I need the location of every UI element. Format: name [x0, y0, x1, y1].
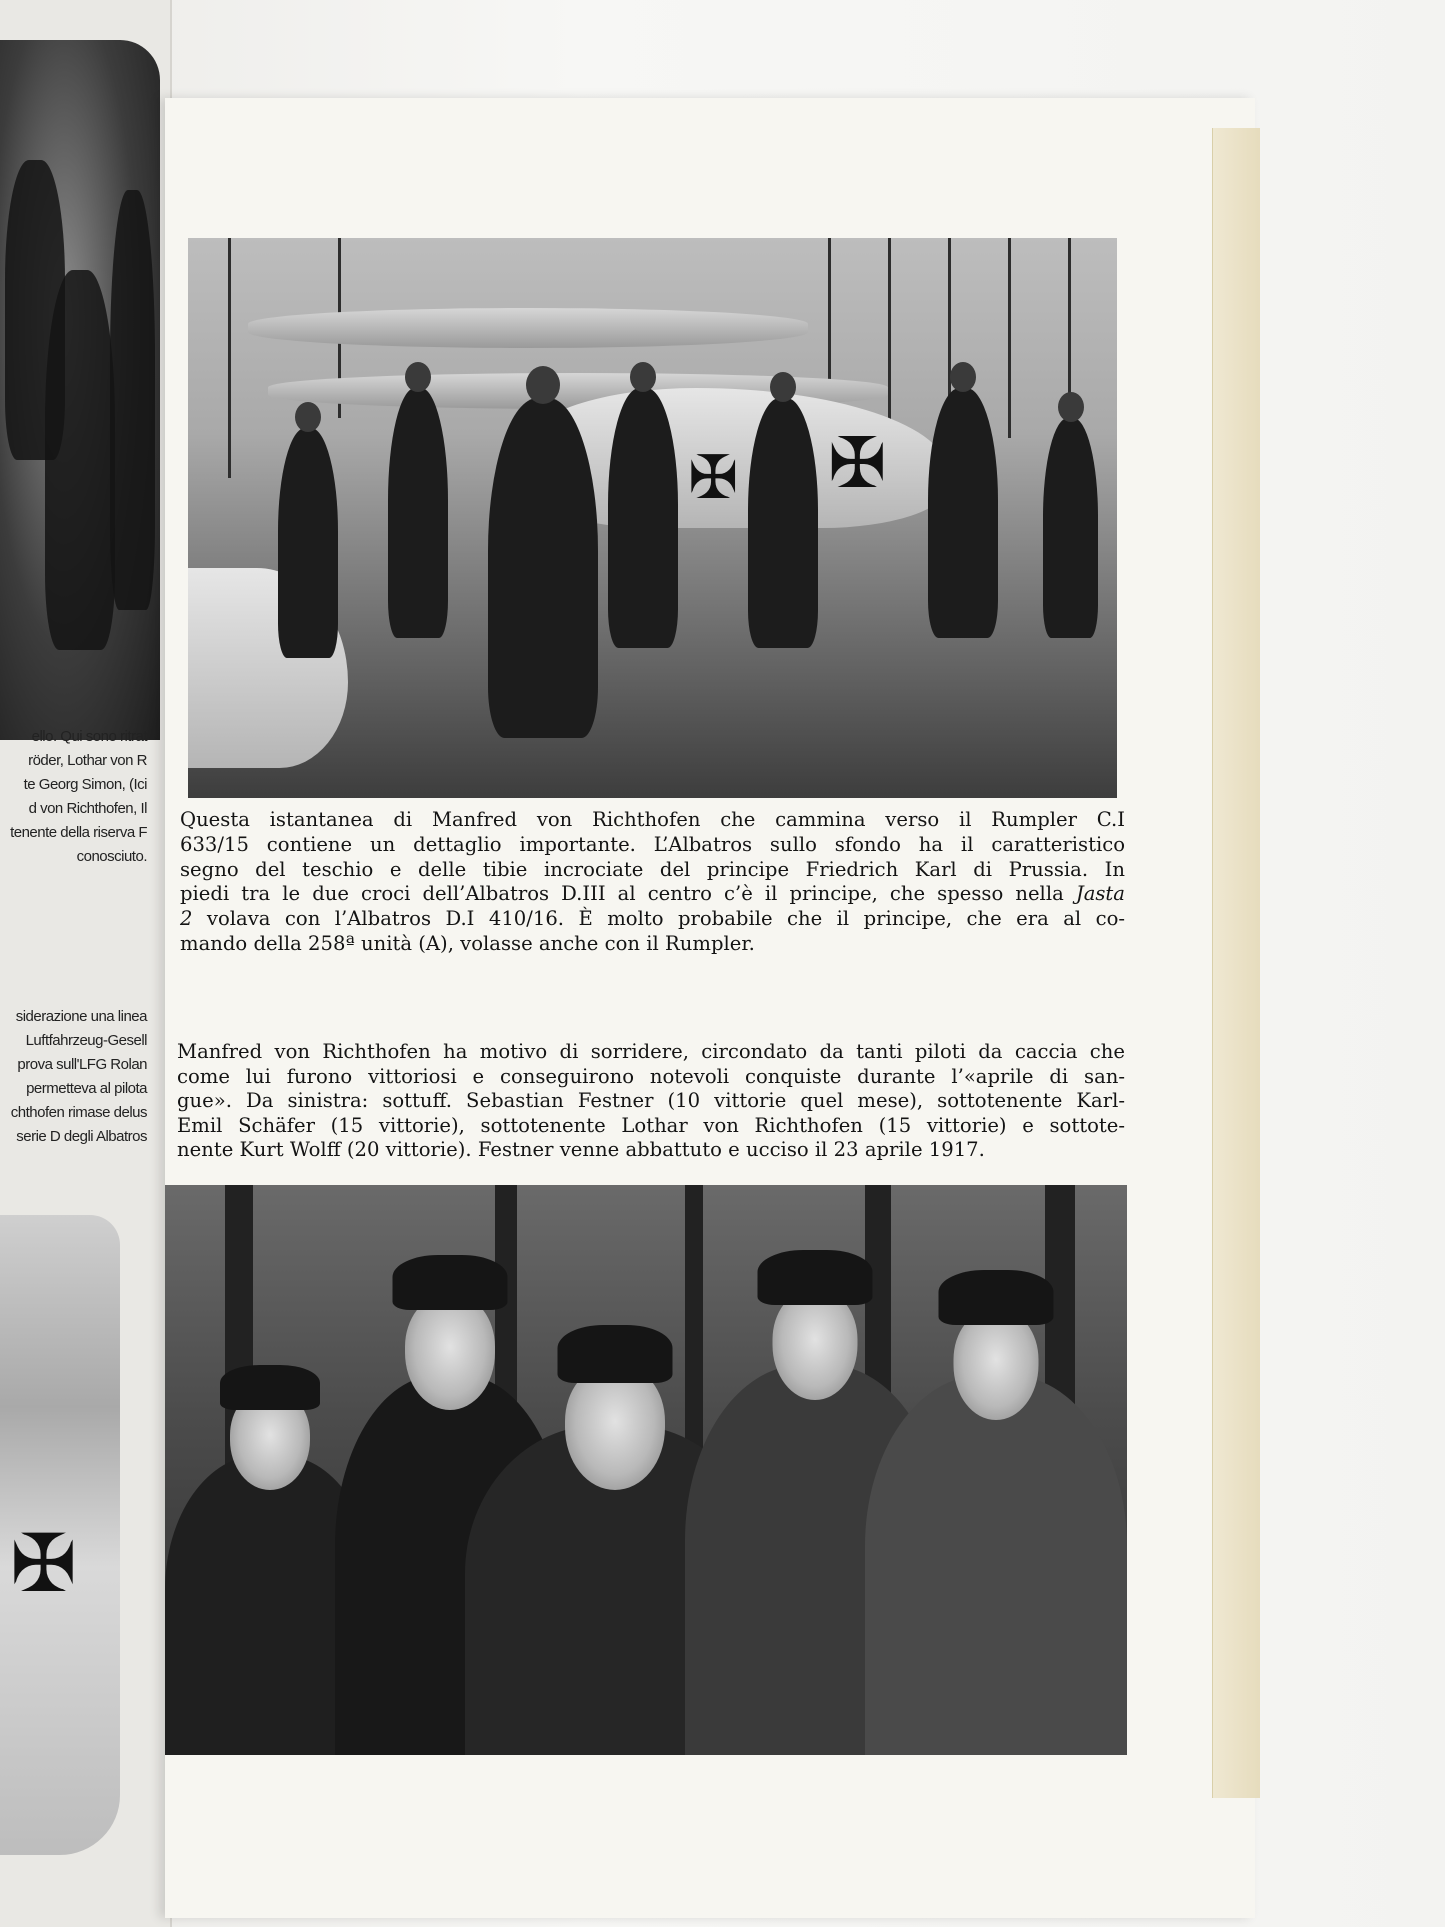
caption-line — [180, 882, 1125, 907]
jasta-term: 2 — [180, 907, 193, 931]
iron-cross-icon: ✠ — [828, 422, 887, 504]
caption-line: Emil Schäfer (15 vittorie), sottotenente Lothar von Richthofen (15 vittorie) e sottote- — [177, 1113, 1125, 1137]
caption-line: gue». Da sinistra: sottuff. Sebastian Festner (10 vittorie quel mese), sottotenente Karl- — [177, 1089, 1125, 1113]
caption-top — [180, 808, 1125, 957]
caption-line: mando della 258ª unità (A), volasse anche con il Rumpler. — [180, 931, 755, 955]
previous-page-line: röder, Lothar von R — [28, 752, 147, 769]
previous-page-line: serie D degli Albatros — [16, 1128, 147, 1145]
previous-page-photo-top — [0, 40, 160, 740]
previous-page-line: ello. Qui sono ritrat — [31, 728, 147, 745]
caption-line: Manfred von Richthofen ha motivo di sorridere, circondato da tanti piloti da caccia che — [177, 1040, 1125, 1063]
previous-page-line: te Georg Simon, (Ici — [23, 776, 147, 793]
caption-line-text: piedi tra le due croci dell’Albatros D.III al centro c’è il principe, che spesso nella — [180, 882, 1076, 906]
previous-page — [0, 0, 172, 1927]
previous-page-line: Luftfahrzeug-Gesell — [25, 1032, 147, 1049]
caption-line-text: volava con l’Albatros D.I 410/16. È molto probabile che il principe, che era al co- — [206, 907, 1125, 931]
caption-line: Questa istantanea di Manfred von Richthofen che cammina verso il Rumpler C.I — [180, 808, 1125, 831]
previous-page-line: conosciuto. — [76, 848, 147, 865]
caption-bottom — [177, 1040, 1125, 1163]
caption-line: come lui furono vittoriosi e conseguirono notevoli conquiste durante l’«aprile di san- — [177, 1064, 1125, 1088]
caption-line-with-italic — [180, 907, 1125, 932]
caption-line: nente Kurt Wolff (20 vittorie). Festner venne abbattuto e ucciso il 23 aprile 1917. — [177, 1138, 985, 1162]
jasta-term: Jasta — [1075, 882, 1125, 906]
previous-page-text-block-2 — [0, 1005, 165, 1149]
previous-page-text-block-1 — [0, 725, 165, 869]
caption-line: 633/15 contiene un dettaglio importante. L’Albatros sullo sfondo ha il caratteristico — [180, 832, 1125, 856]
photo-pilots-group — [165, 1185, 1127, 1755]
previous-page-line: siderazione una linea — [15, 1008, 147, 1025]
iron-cross-icon: ✠ — [10, 1521, 78, 1609]
photo-airfield — [188, 238, 1117, 798]
previous-page-line: prova sull'LFG Rolan — [17, 1056, 147, 1073]
previous-page-line: chthofen rimase delus — [10, 1104, 147, 1121]
previous-page-line: tenente della riserva F — [10, 824, 147, 841]
previous-page-photo-bottom — [0, 1215, 120, 1855]
previous-page-line: permetteva al pilota — [26, 1080, 147, 1097]
caption-line: segno del teschio e delle tibie incrociate del principe Friedrich Karl di Prussia. In — [180, 857, 1125, 881]
iron-cross-icon: ✠ — [688, 443, 739, 513]
page-edge — [1212, 128, 1260, 1798]
previous-page-line: d von Richthofen, Il — [28, 800, 147, 817]
